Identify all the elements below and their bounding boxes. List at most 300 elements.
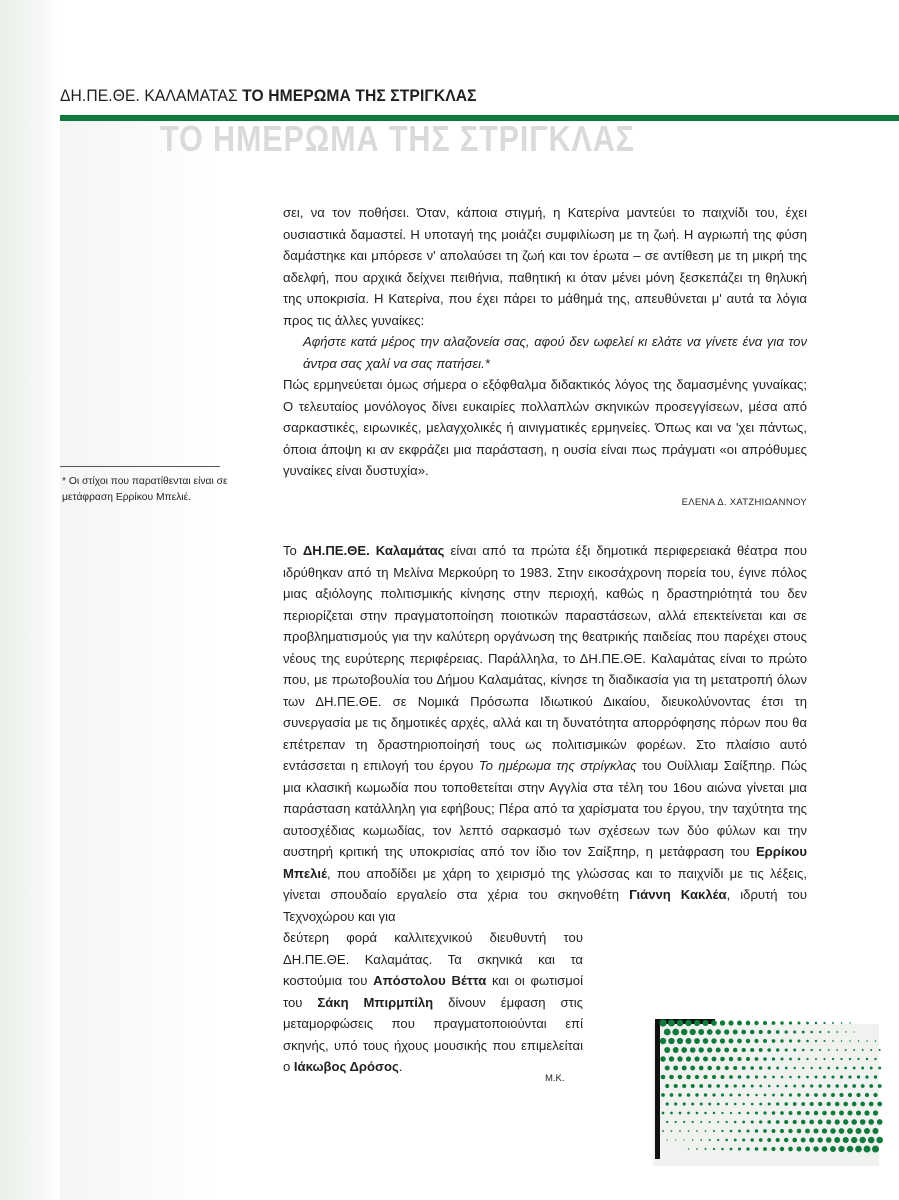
halftone-dot: [805, 1146, 810, 1151]
halftone-dot: [708, 1103, 711, 1106]
halftone-dot: [698, 1047, 703, 1052]
halftone-dot: [848, 1075, 851, 1078]
halftone-dot: [847, 1128, 853, 1134]
halftone-dot: [692, 1121, 694, 1123]
halftone-dot: [858, 1040, 859, 1041]
halftone-dot: [675, 1139, 676, 1140]
halftone-dot: [767, 1120, 771, 1124]
halftone-dot: [784, 1138, 788, 1142]
halftone-dot: [746, 1147, 749, 1150]
halftone-dot: [696, 1148, 698, 1150]
theatre-paragraph: [283, 540, 807, 927]
halftone-dot: [810, 1084, 813, 1087]
halftone-dot: [772, 1039, 776, 1043]
halftone-dot: [866, 1058, 868, 1060]
halftone-dot: [868, 1119, 874, 1125]
text-run: .: [398, 1059, 403, 1074]
halftone-dot: [685, 1020, 692, 1027]
halftone-dot: [805, 1111, 809, 1115]
halftone-dot: [763, 1021, 767, 1025]
halftone-dot: [827, 1102, 831, 1106]
halftone-dot: [785, 1048, 788, 1051]
halftone-dot: [813, 1128, 818, 1133]
halftone-dot: [737, 1021, 742, 1026]
halftone-dot: [677, 1038, 683, 1044]
halftone-dot: [738, 1094, 741, 1097]
halftone-dot: [741, 1030, 746, 1035]
halftone-dot: [854, 1031, 855, 1032]
halftone-dot: [864, 1110, 869, 1115]
halftone-dot: [669, 1056, 674, 1061]
halftone-dot: [746, 1021, 751, 1026]
halftone-dot: [843, 1137, 849, 1143]
halftone-dot: [809, 1120, 814, 1125]
halftone-dot: [661, 1093, 665, 1097]
halftone-dot: [742, 1138, 745, 1141]
left-column-tint: [60, 120, 220, 1200]
halftone-dot: [709, 1139, 711, 1141]
halftone-dot: [839, 1128, 845, 1134]
halftone-dot: [853, 1049, 855, 1051]
halftone-dot: [823, 1022, 825, 1024]
halftone-dot: [819, 1049, 821, 1051]
halftone-dot: [826, 1137, 832, 1143]
halftone-dot: [817, 1137, 822, 1142]
halftone-dot: [780, 1093, 783, 1096]
halftone-dot: [665, 1084, 669, 1088]
halftone-dot: [662, 1112, 665, 1115]
halftone-dot: [759, 1030, 763, 1034]
halftone-dot: [789, 1039, 792, 1042]
halftone-dot: [720, 1038, 725, 1043]
halftone-dot: [872, 1145, 879, 1152]
halftone-dot: [815, 1022, 817, 1024]
halftone-dot: [712, 1075, 716, 1079]
halftone-dot: [695, 1093, 698, 1096]
halftone-dot: [801, 1120, 805, 1124]
halftone-dot: [809, 1137, 814, 1142]
halftone-dot: [729, 1039, 734, 1044]
halftone-dot: [670, 1112, 673, 1115]
halftone-dot: [700, 1139, 702, 1141]
halftone-dot: [679, 1130, 681, 1132]
footnote: * Οι στίχοι που παρατίθενται είναι σε μετάφραση Ερρίκου Μπελιέ.: [62, 476, 228, 503]
halftone-dot: [696, 1112, 699, 1115]
halftone-dot: [721, 1093, 724, 1096]
left-margin-tint: [0, 0, 60, 1200]
halftone-dot: [823, 1075, 826, 1078]
halftone-dot: [877, 1102, 882, 1107]
halftone-dot: [864, 1128, 870, 1134]
text-run: και οι φωτισμοί του: [283, 973, 583, 1010]
review-paragraph-2: Πώς ερμηνεύεται όμως σήμερα ο εξόφθαλμα διδακτικός λόγος της δαμασμένης γυναίκας; Ο τελευταίος μονόλογος δίνει ευκαιρίες πολλαπλών σκηνικών προσεγγίσεων, μέσα από σαρκαστικές, ειρωνικές, μελαγχολικές ή αινιγματικές ερμηνείες. Όπως και να 'χει πάντως, όποια άποψη κι αν εκφράζει μια παράσταση, η ουσία είναι πως πράγματι «οι απρόθυμες γυναίκες είναι δυστυχία».: [283, 377, 807, 478]
halftone-dot: [759, 1048, 763, 1052]
halftone-dot: [742, 1121, 745, 1124]
halftone-dot: [738, 1075, 742, 1079]
halftone-dot: [694, 1020, 700, 1026]
italic-play-title: Το ημέρωμα της στρίγκλας: [478, 758, 637, 773]
halftone-dot: [811, 1049, 813, 1051]
bold-composer: Ιάκωβος Δρόσος: [293, 1059, 399, 1074]
halftone-dot: [772, 1057, 775, 1060]
halftone-dot: [874, 1058, 876, 1060]
halftone-dot: [780, 1111, 784, 1115]
halftone-dot: [840, 1075, 843, 1078]
halftone-dot: [776, 1102, 779, 1105]
halftone-dot: [751, 1085, 754, 1088]
halftone-dot: [776, 1067, 779, 1070]
halftone-dot: [831, 1093, 835, 1097]
halftone-dot: [699, 1066, 704, 1071]
halftone-dot: [754, 1039, 758, 1043]
halftone-dot: [694, 1056, 699, 1061]
halftone-dot: [856, 1093, 860, 1097]
halftone-dot: [870, 1049, 872, 1051]
halftone-dot: [730, 1112, 732, 1114]
halftone-dot: [681, 1047, 687, 1053]
halftone-dot: [814, 1111, 818, 1115]
halftone-dot: [835, 1102, 839, 1106]
halftone-dot: [822, 1146, 828, 1152]
halftone-dot: [721, 1130, 723, 1132]
halftone-dot: [792, 1138, 797, 1143]
halftone-dot: [733, 1048, 738, 1053]
halftone-dot: [664, 1047, 670, 1053]
halftone-dot: [734, 1084, 737, 1087]
halftone-dot: [737, 1039, 742, 1044]
halftone-dot: [754, 1021, 758, 1025]
halftone-dot: [665, 1065, 670, 1070]
halftone-dot: [669, 1075, 674, 1080]
halftone-dot: [810, 1031, 813, 1034]
halftone-dot: [734, 1139, 737, 1142]
halftone-dot: [763, 1111, 766, 1114]
halftone-dot: [789, 1021, 792, 1024]
halftone-dot: [768, 1102, 771, 1105]
halftone-dot: [705, 1130, 707, 1132]
halftone-dot: [874, 1075, 877, 1078]
text-run: δεύτερη φορά καλλιτεχνικού διευθυντή του ΔΗ.ΠΕ.ΘΕ. Καλαμάτας. Τα σκηνικά και τα κοστούμια του: [283, 930, 583, 988]
header-theatre: ΔΗ.ΠΕ.ΘΕ. ΚΑΛΑΜΑΤΑΣ: [60, 86, 238, 105]
halftone-dot: [797, 1129, 802, 1134]
halftone-dot: [857, 1058, 859, 1060]
halftone-dot: [712, 1093, 715, 1096]
halftone-dot: [705, 1148, 707, 1150]
halftone-dot: [836, 1031, 838, 1033]
halftone-dot: [711, 1020, 717, 1026]
halftone-dot: [788, 1129, 792, 1133]
halftone-dot: [843, 1102, 848, 1107]
halftone-dot: [660, 1038, 666, 1044]
text-run: Το: [283, 543, 303, 558]
halftone-dot: [742, 1084, 745, 1087]
halftone-dot: [717, 1139, 719, 1141]
halftone-dots-graphic: [645, 1015, 885, 1160]
halftone-dot: [698, 1029, 704, 1035]
halftone-dot: [746, 1039, 750, 1043]
halftone-dot: [729, 1057, 733, 1061]
halftone-dot: [721, 1075, 725, 1079]
halftone-dot: [704, 1112, 707, 1115]
halftone-dot: [802, 1067, 804, 1069]
halftone-dot: [785, 1030, 788, 1033]
halftone-dot: [686, 1075, 690, 1079]
bold-translator: Ερρίκου Μπελιέ: [283, 844, 807, 881]
halftone-dot: [828, 1049, 830, 1051]
halftone-dot: [711, 1038, 716, 1043]
halftone-dot: [725, 1066, 729, 1070]
halftone-dot: [838, 1146, 844, 1152]
halftone-dot: [835, 1119, 840, 1124]
halftone-dot: [819, 1067, 822, 1070]
halftone-dot: [834, 1137, 840, 1143]
halftone-dot: [873, 1110, 878, 1115]
halftone-dot: [687, 1093, 691, 1097]
article-theatre: [283, 540, 807, 1078]
halftone-dot: [767, 1048, 771, 1052]
halftone-dot: [767, 1138, 771, 1142]
halftone-dot: [673, 1066, 678, 1071]
halftone-dot: [793, 1030, 796, 1033]
halftone-dot: [685, 1038, 691, 1044]
halftone-dot: [793, 1085, 796, 1088]
halftone-dot: [830, 1128, 836, 1134]
halftone-dot: [768, 1066, 771, 1069]
halftone-dot: [730, 1148, 733, 1151]
halftone-dot: [797, 1111, 801, 1115]
halftone-dot: [755, 1057, 759, 1061]
halftone-dot: [849, 1022, 850, 1023]
halftone-dot: [785, 1067, 788, 1070]
halftone-dot: [776, 1085, 779, 1088]
halftone-dot: [704, 1093, 707, 1096]
halftone-dot: [806, 1076, 809, 1079]
halftone-dot: [733, 1066, 737, 1070]
halftone-dot: [755, 1112, 758, 1115]
halftone-dot: [815, 1076, 818, 1079]
halftone-dot: [751, 1138, 754, 1141]
halftone-dot: [678, 1093, 682, 1097]
halftone-dot: [826, 1119, 831, 1124]
halftone-dot: [691, 1102, 694, 1105]
halftone-dot: [686, 1056, 691, 1061]
halftone-dot: [806, 1058, 808, 1060]
halftone-dot: [677, 1056, 682, 1061]
halftone-dot: [877, 1119, 883, 1125]
halftone-dot: [703, 1057, 708, 1062]
frame-bar-left: [655, 1019, 660, 1159]
halftone-dot: [700, 1121, 702, 1123]
halftone-dot: [849, 1040, 850, 1041]
halftone-dot: [844, 1084, 848, 1088]
halftone-dot: [734, 1121, 737, 1124]
halftone-dot: [823, 1058, 825, 1060]
halftone-dot: [806, 1093, 810, 1097]
halftone-dot: [684, 1139, 685, 1140]
halftone-dot: [864, 1146, 871, 1153]
halftone-dot: [772, 1129, 776, 1133]
halftone-dot: [690, 1066, 695, 1071]
halftone-dot: [806, 1040, 809, 1043]
halftone-dot: [806, 1022, 809, 1025]
halftone-dot: [793, 1120, 797, 1124]
halftone-dot: [709, 1121, 711, 1123]
halftone-dot: [729, 1075, 733, 1079]
halftone-dot: [738, 1130, 741, 1133]
halftone-dot: [759, 1085, 762, 1088]
text-run: , ιδρυτή του Τεχνοχώρου και για: [283, 887, 807, 924]
halftone-dot: [793, 1049, 796, 1052]
halftone-dot: [699, 1084, 703, 1088]
halftone-dot: [857, 1075, 860, 1078]
header-title: ΤΟ ΗΜΕΡΩΜΑ ΤΗΣ ΣΤΡΙΓΚΛΑΣ: [242, 86, 477, 105]
halftone-dot: [780, 1039, 783, 1042]
halftone-dot: [755, 1094, 758, 1097]
halftone-dot: [789, 1111, 793, 1115]
halftone-dot: [845, 1049, 847, 1051]
review-quote: Αφήστε κατά μέρος την αλαζονεία σας, αφού δεν ωφελεί κι ελάτε να γίνετε ένα για τον άντρα σας χαλί να σας πατήσει.*: [303, 334, 807, 371]
halftone-dot: [843, 1119, 848, 1124]
halftone-dot: [856, 1110, 861, 1115]
halftone-dot: [742, 1066, 746, 1070]
halftone-dot: [733, 1030, 738, 1035]
halftone-dot: [830, 1146, 836, 1152]
running-header: [60, 86, 477, 106]
halftone-dot: [784, 1120, 788, 1124]
halftone-dot: [746, 1129, 749, 1132]
halftone-dot: [691, 1084, 695, 1088]
halftone-dot: [876, 1137, 883, 1144]
halftone-dot: [707, 1029, 713, 1035]
halftone-dot: [831, 1111, 836, 1116]
halftone-dot: [724, 1029, 729, 1034]
halftone-dot: [764, 1076, 767, 1079]
halftone-dot: [789, 1076, 792, 1079]
bold-set-designer: Απόστολου Βέττα: [373, 973, 487, 988]
halftone-dot: [763, 1057, 767, 1061]
halftone-dot: [860, 1119, 866, 1125]
halftone-dot: [687, 1112, 690, 1115]
halftone-dot: [872, 1128, 878, 1134]
halftone-dot: [674, 1102, 677, 1105]
halftone-dot: [814, 1093, 818, 1097]
halftone-dot: [851, 1137, 857, 1143]
halftone-dot: [759, 1066, 762, 1069]
halftone-dot: [818, 1102, 822, 1106]
halftone-dot: [728, 1020, 733, 1025]
halftone-dot: [703, 1038, 709, 1044]
halftone-dot: [725, 1084, 728, 1087]
halftone-dot: [832, 1022, 834, 1024]
halftone-dot: [839, 1093, 843, 1097]
halftone-dot: [746, 1057, 750, 1061]
halftone-dot: [771, 1147, 775, 1151]
halftone-dot: [717, 1121, 719, 1123]
halftone-dot: [708, 1084, 712, 1088]
halftone-dot: [878, 1084, 882, 1088]
halftone-dot: [675, 1121, 677, 1123]
halftone-dot: [737, 1057, 741, 1061]
halftone-dot: [694, 1038, 700, 1044]
halftone-dot: [707, 1066, 712, 1071]
halftone-dot: [818, 1120, 823, 1125]
halftone-dot: [859, 1137, 865, 1143]
halftone-dot: [670, 1093, 674, 1097]
halftone-dot: [801, 1102, 805, 1106]
halftone-dot: [750, 1066, 754, 1070]
halftone-dot: [716, 1066, 720, 1070]
footnote-rule: [60, 466, 220, 467]
halftone-dot: [715, 1029, 720, 1034]
halftone-dot: [815, 1058, 817, 1060]
halftone-dot: [798, 1058, 801, 1061]
text-run: του Ουίλλιαμ Σαίξπηρ. Πώς μια κλασική κωμωδία που τοποθετείται στην Αγγλία στα τέλη του 16ου αιώνα γίνεται μια παράσταση κατάλληλη για εφήβους; Πέρα από τα χαρίσματα του έργου, την ταχύτητα της αυτοσχέδιας κωμωδίας, τον λεπτό σαρκασμό των σχέσεων των δύο φύλων και την αυστηρή κριτική της υποκρισίας από τον ίδιο τον Σαίξπηρ, η μετάφραση του: [283, 758, 807, 859]
halftone-dot: [861, 1084, 865, 1088]
halftone-dot: [759, 1103, 762, 1106]
halftone-dot: [785, 1085, 788, 1088]
halftone-dot: [815, 1040, 817, 1042]
halftone-dot: [674, 1084, 678, 1088]
halftone-dot: [755, 1075, 758, 1078]
halftone-dot: [682, 1084, 686, 1088]
halftone-dot: [743, 1103, 745, 1105]
halftone-dot: [763, 1129, 767, 1133]
bold-director: Γιάννη Κακλέα: [629, 887, 727, 902]
halftone-dot: [798, 1040, 801, 1043]
halftone-dot: [668, 1019, 675, 1026]
halftone-dot: [865, 1093, 869, 1097]
halftone-dot: [725, 1103, 728, 1106]
halftone-dot: [755, 1147, 759, 1151]
halftone-dot: [841, 1022, 843, 1024]
halftone-dot: [776, 1048, 779, 1051]
halftone-dot: [827, 1067, 830, 1070]
halftone-dot: [855, 1146, 862, 1153]
halftone-dot: [738, 1147, 741, 1150]
halftone-dot: [679, 1112, 682, 1115]
halftone-dot: [692, 1139, 694, 1141]
halftone-dot: [730, 1094, 733, 1097]
halftone-dot: [822, 1111, 827, 1116]
halftone-dot: [836, 1049, 838, 1051]
halftone-dot: [856, 1128, 862, 1134]
halftone-dot: [835, 1084, 839, 1088]
halftone-dot: [841, 1040, 843, 1042]
halftone-dot: [690, 1047, 696, 1053]
halftone-dot: [819, 1031, 821, 1033]
text-run: , που αποδίδει με χάρη το χειρισμό της γλώσσας και το παιχνίδι με τις λέξεις, γίνεται σπουδαίο εργαλείο στα χέρια του σκηνοθέτη: [283, 865, 807, 902]
halftone-dot: [662, 1130, 664, 1132]
halftone-dot: [720, 1020, 725, 1025]
halftone-dot: [813, 1146, 818, 1151]
halftone-dot: [784, 1102, 787, 1105]
halftone-dot: [781, 1076, 784, 1079]
halftone-dot: [879, 1049, 881, 1051]
halftone-dot: [868, 1137, 875, 1144]
halftone-dot: [712, 1057, 717, 1062]
halftone-dot: [726, 1121, 728, 1123]
halftone-dot: [751, 1120, 754, 1123]
halftone-dot: [751, 1103, 754, 1106]
review-signature: ΕΛΕΝΑ Δ. ΧΑΤΖΗΙΩΑΝΝΟΥ: [681, 496, 807, 508]
halftone-dot: [677, 1020, 684, 1027]
halftone-dot: [767, 1030, 771, 1034]
halftone-dot: [789, 1058, 792, 1061]
halftone-dot: [759, 1120, 762, 1123]
halftone-dot: [831, 1075, 834, 1078]
halftone-dot: [734, 1103, 737, 1106]
halftone-dot: [688, 1130, 690, 1132]
